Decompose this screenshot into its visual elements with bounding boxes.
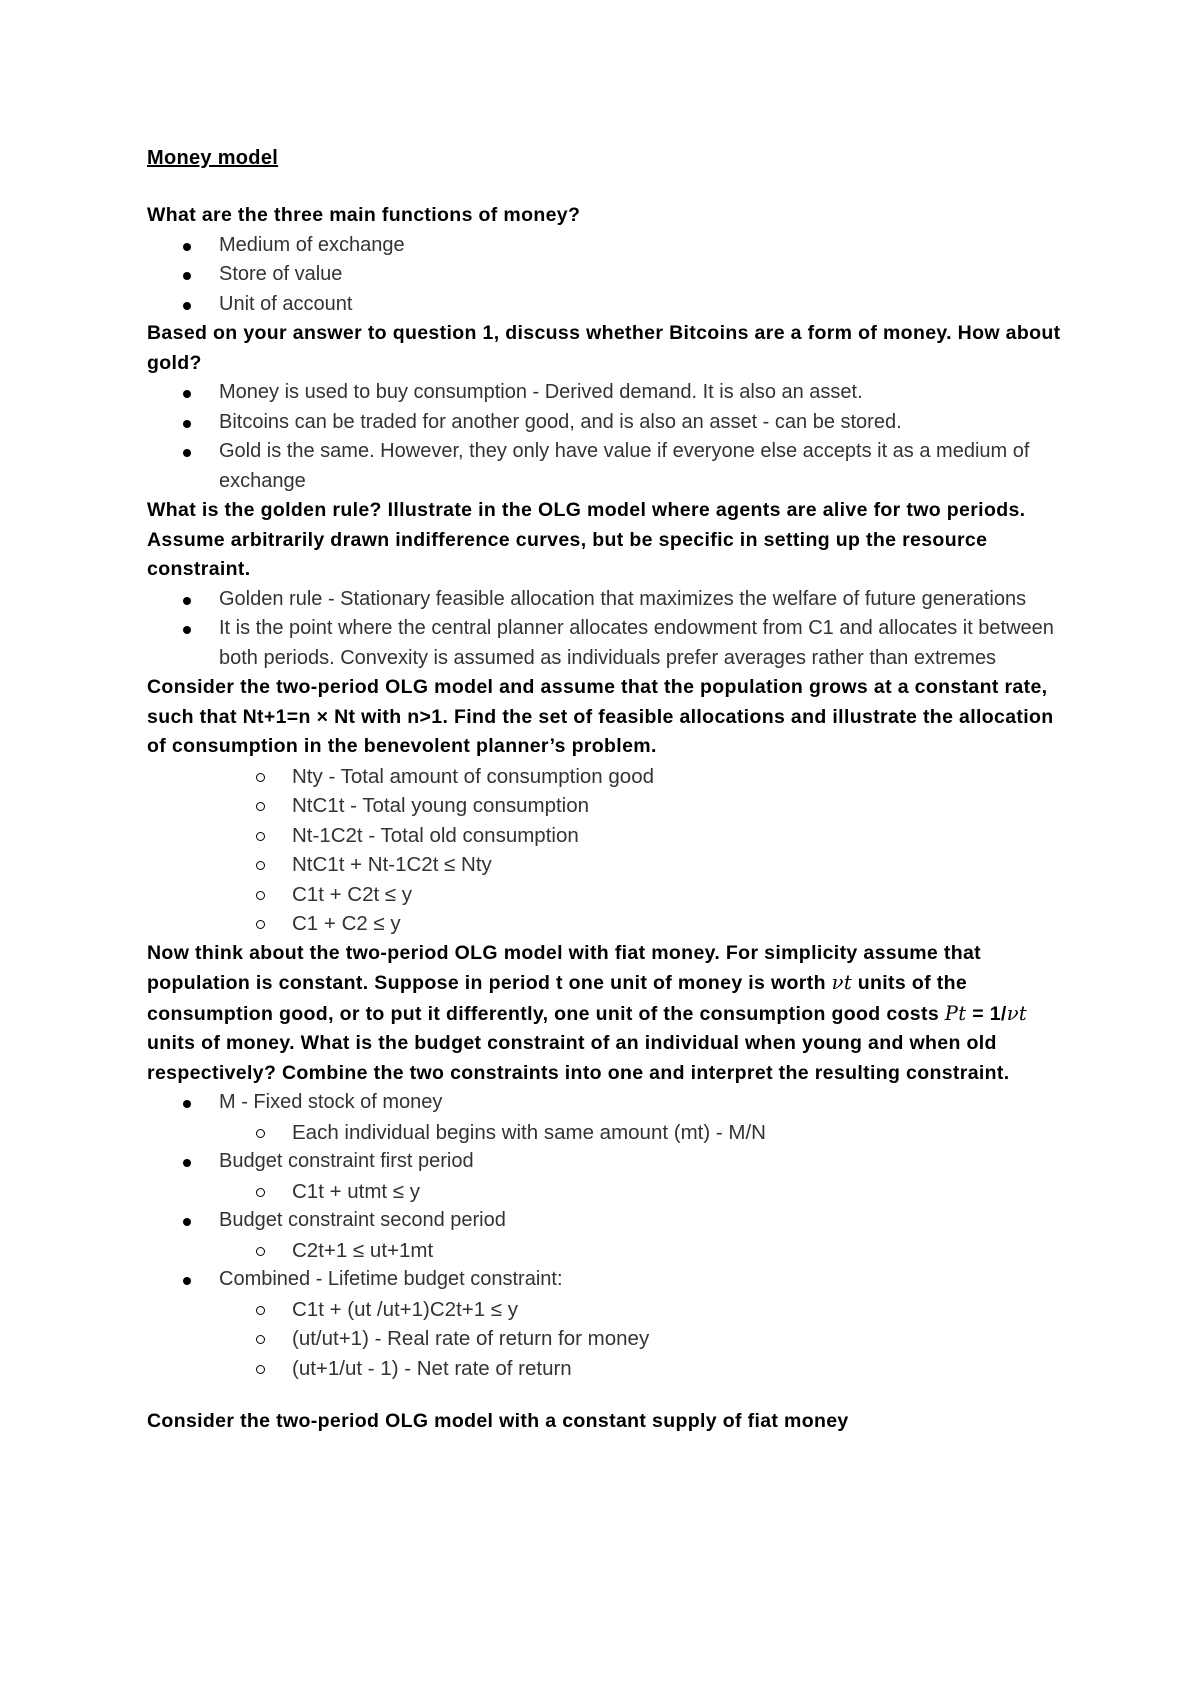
price-variable: Pt bbox=[944, 1001, 967, 1025]
list-item: M - Fixed stock of money bbox=[147, 1088, 1077, 1118]
list-item: Bitcoins can be traded for another good, and is also an asset - can be stored. bbox=[147, 408, 1077, 438]
bullet-icon bbox=[183, 597, 191, 605]
answer-list-3 bbox=[147, 585, 1077, 674]
list-item: Nty - Total amount of consumption good bbox=[147, 762, 1077, 792]
circle-bullet-icon bbox=[256, 832, 265, 841]
document-page bbox=[147, 143, 1077, 1437]
answer-list-1 bbox=[147, 231, 1077, 320]
list-item: Each individual begins with same amount (mt) - M/N bbox=[147, 1118, 1077, 1148]
circle-bullet-icon bbox=[256, 1247, 265, 1256]
question-4: Consider the two-period OLG model and assume that the population grows at a constant rate, such that Nt+1=n × Nt with n>1. Find the set of feasible allocations and illustrate the allocation of consumption in the benevolent planner’s problem. bbox=[147, 676, 1054, 757]
bullet-icon bbox=[183, 390, 191, 398]
list-item: Nt-1C2t - Total old consumption bbox=[147, 821, 1077, 851]
list-item: Medium of exchange bbox=[147, 231, 1077, 261]
bullet-icon bbox=[183, 1277, 191, 1285]
list-item: Gold is the same. However, they only have value if everyone else accepts it as a medium of exchange bbox=[147, 437, 1077, 496]
list-item: NtC1t - Total young consumption bbox=[147, 791, 1077, 821]
list-item: Unit of account bbox=[147, 290, 1077, 320]
bullet-icon bbox=[183, 302, 191, 310]
list-item: (ut/ut+1) - Real rate of return for money bbox=[147, 1324, 1077, 1354]
circle-bullet-icon bbox=[256, 920, 265, 929]
list-item: It is the point where the central planner allocates endowment from C1 and allocates it between both periods. Convexity is assumed as individuals prefer averages rather than extremes bbox=[147, 614, 1077, 673]
bullet-icon bbox=[183, 1100, 191, 1108]
question-5: Now think about the two-period OLG model with fiat money. For simplicity assume that population is constant. Suppose in period t one unit of money is worth 𝜈t units of the consumption good, or to put it differently, one unit of the consumption good costs Pt = 1/𝜈t units of money. What is the budget constraint of an individual when young and when old respectively? Combine the two constraints into one and interpret the resulting constraint. bbox=[147, 941, 1028, 1084]
bullet-icon bbox=[183, 272, 191, 280]
circle-bullet-icon bbox=[256, 1306, 265, 1315]
circle-bullet-icon bbox=[256, 861, 265, 870]
list-item: Budget constraint second period bbox=[147, 1206, 1077, 1236]
list-item: C1t + C2t ≤ y bbox=[147, 880, 1077, 910]
list-item: Money is used to buy consumption - Derived demand. It is also an asset. bbox=[147, 378, 1077, 408]
list-item: C1t + utmt ≤ y bbox=[147, 1177, 1077, 1207]
circle-bullet-icon bbox=[256, 1188, 265, 1197]
list-item: C2t+1 ≤ ut+1mt bbox=[147, 1236, 1077, 1266]
list-item: NtC1t + Nt-1C2t ≤ Nty bbox=[147, 850, 1077, 880]
list-item: (ut+1/ut - 1) - Net rate of return bbox=[147, 1354, 1077, 1384]
bullet-icon bbox=[183, 420, 191, 428]
bullet-icon bbox=[183, 1159, 191, 1167]
question-3: What is the golden rule? Illustrate in the OLG model where agents are alive for two periods. bbox=[147, 499, 1026, 521]
question-3-continued: Assume arbitrarily drawn indifference curves, but be specific in setting up the resource constraint. bbox=[147, 528, 988, 580]
list-item: C1t + (ut /ut+1)C2t+1 ≤ y bbox=[147, 1295, 1077, 1325]
list-item: Store of value bbox=[147, 260, 1077, 290]
question-1: What are the three main functions of money? bbox=[147, 204, 581, 226]
nu-variable: 𝜈t bbox=[1006, 1001, 1028, 1025]
question-2: Based on your answer to question 1, discuss whether Bitcoins are a form of money. How about gold? bbox=[147, 322, 1061, 374]
bullet-icon bbox=[183, 1218, 191, 1226]
circle-bullet-icon bbox=[256, 773, 265, 782]
circle-bullet-icon bbox=[256, 891, 265, 900]
circle-bullet-icon bbox=[256, 802, 265, 811]
bullet-icon bbox=[183, 626, 191, 634]
circle-bullet-icon bbox=[256, 1335, 265, 1344]
list-item: Budget constraint first period bbox=[147, 1147, 1077, 1177]
answer-list-5 bbox=[147, 1088, 1077, 1383]
question-6: Consider the two-period OLG model with a constant supply of fiat money bbox=[147, 1410, 849, 1432]
list-item: C1 + C2 ≤ y bbox=[147, 909, 1077, 939]
circle-bullet-icon bbox=[256, 1129, 265, 1138]
page-title: Money model bbox=[147, 147, 279, 169]
answer-list-4 bbox=[147, 762, 1077, 939]
list-item: Golden rule - Stationary feasible allocation that maximizes the welfare of future generations bbox=[147, 585, 1077, 615]
answer-list-2 bbox=[147, 378, 1077, 496]
circle-bullet-icon bbox=[256, 1365, 265, 1374]
list-item: Combined - Lifetime budget constraint: bbox=[147, 1265, 1077, 1295]
nu-variable: 𝜈t bbox=[831, 971, 852, 994]
bullet-icon bbox=[183, 449, 191, 457]
bullet-icon bbox=[183, 243, 191, 251]
